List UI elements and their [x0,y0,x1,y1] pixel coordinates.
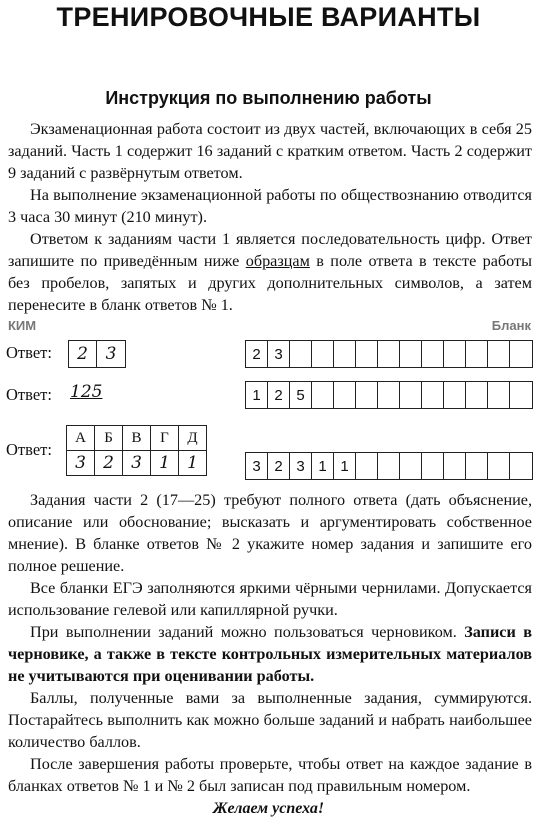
kim-answer-cell: 2 [69,341,97,367]
rules-paragraph-4: Баллы, полученные вами за выполненные задания, суммируются. Постарайтесь выполнить как можно больше заданий и набрать наибольшее количество баллов. [8,689,532,751]
kim-answer-table-3 [66,425,207,476]
blank-answer-cell [510,341,532,367]
kim-handwritten-answer-2: 125 [70,382,103,402]
blank-answer-cell: 1 [334,453,356,479]
answer-label-3: Ответ: [6,440,52,459]
blank-answer-cells-3 [245,452,533,480]
answer-label-1: Ответ: [6,343,52,362]
blank-answer-cell: 3 [246,453,268,479]
intro-text [8,118,532,316]
table-header-cell: В [123,426,151,451]
blank-answer-cell [400,453,422,479]
blank-answer-cell [488,382,510,408]
rules-paragraph-2: Все бланки ЕГЭ заполняются яркими чёрными чернилами. Допускается использование гелевой или капиллярной ручки. [8,579,532,619]
blank-answer-cell [510,382,532,408]
blank-answer-cell [466,382,488,408]
table-value-cell: 1 [179,451,207,476]
blank-answer-cell [356,341,378,367]
blank-answer-cell [312,341,334,367]
blank-answer-cells-1 [245,340,533,368]
instruction-heading: Инструкция по выполнению работы [105,88,432,108]
answer-label-2: Ответ: [6,385,52,404]
table-value-cell: 3 [123,451,151,476]
table-value-row [67,451,207,476]
samples-word: образцам [245,252,310,270]
blank-label: Бланк [491,318,531,333]
blank-answer-cell: 1 [312,453,334,479]
blank-answer-cell [488,453,510,479]
kim-answer-cell: 3 [105,344,117,364]
blank-answer-cell [378,382,400,408]
blank-answer-cell [422,453,444,479]
kim-label: КИМ [8,318,37,333]
blank-answer-cell [378,453,400,479]
blank-answer-cell [488,341,510,367]
blank-answer-cell [400,341,422,367]
blank-answer-cell [422,341,444,367]
blank-answer-cell: 1 [246,382,268,408]
blank-answer-cell [312,382,334,408]
intro-paragraph-3: Ответом к заданиям части 1 является последовательность цифр. Ответ запишите по приведённым ниже образцам в поле ответа в тексте работы без пробелов, запятых и других дополнительных символов, а затем перенесите в бланк ответов № 1. [8,230,532,314]
table-value-cell: 1 [151,451,179,476]
table-value-cell: 2 [95,451,123,476]
rules-paragraph-1: Задания части 2 (17—25) требуют полного ответа (дать объяснение, описание или обоснование; высказать и аргументировать собственное мнение). В бланке ответов № 2 укажите номер задания и запишите его полное решение. [8,491,532,575]
blank-answer-cell [400,382,422,408]
blank-answer-cell [334,341,356,367]
rules-paragraph-5: После завершения работы проверьте, чтобы ответ на каждое задание в бланках ответов № 1 и № 2 был записан под правильным номером. [8,755,532,795]
blank-answer-cells-2 [245,381,533,409]
blank-answer-cell [466,341,488,367]
blank-answer-cell: 5 [290,382,312,408]
blank-answer-cell: 3 [268,341,290,367]
blank-answer-cell [356,453,378,479]
blank-answer-cell: 2 [268,382,290,408]
intro-paragraph-2: На выполнение экзаменационной работы по обществознанию отводится 3 часа 30 минут (210 минут). [8,186,532,226]
blank-answer-cell: 2 [246,341,268,367]
table-header-cell: Г [151,426,179,451]
blank-answer-cell: 2 [268,453,290,479]
blank-answer-cell [378,341,400,367]
table-header-cell: А [67,426,95,451]
blank-answer-cell [444,382,466,408]
table-header-cell: Д [179,426,207,451]
table-header-row [67,426,207,451]
rules-paragraph-3: При выполнении заданий можно пользоваться черновиком. Записи в черновике, а также в тексте контрольных измерительных материалов не учитываются при оценивании работы. [8,623,532,685]
intro-paragraph-1: Экзаменационная работа состоит из двух частей, включающих в себя 25 заданий. Часть 1 содержит 16 заданий с кратким ответом. Часть 2 содержит 9 заданий с развёрнутым ответом. [8,120,532,182]
blank-answer-cell [334,382,356,408]
page-title: ТРЕНИРОВОЧНЫЕ ВАРИАНТЫ [56,2,481,32]
blank-answer-cell [290,341,312,367]
draft-warning: Записи в черновике, а также в тексте контрольных измерительных материалов не учитываются при оценивании работы. [8,623,532,685]
table-value-cell: 3 [67,451,95,476]
blank-answer-cell [444,453,466,479]
blank-answer-cell [466,453,488,479]
blank-answer-cell [356,382,378,408]
rules-text [8,489,532,797]
table-header-cell: Б [95,426,123,451]
closing-wish: Желаем успеха! [212,800,325,817]
kim-answer-cells-1 [68,340,126,368]
blank-answer-cell: 3 [290,453,312,479]
blank-answer-cell [510,453,532,479]
blank-answer-cell [422,382,444,408]
blank-answer-cell [444,341,466,367]
